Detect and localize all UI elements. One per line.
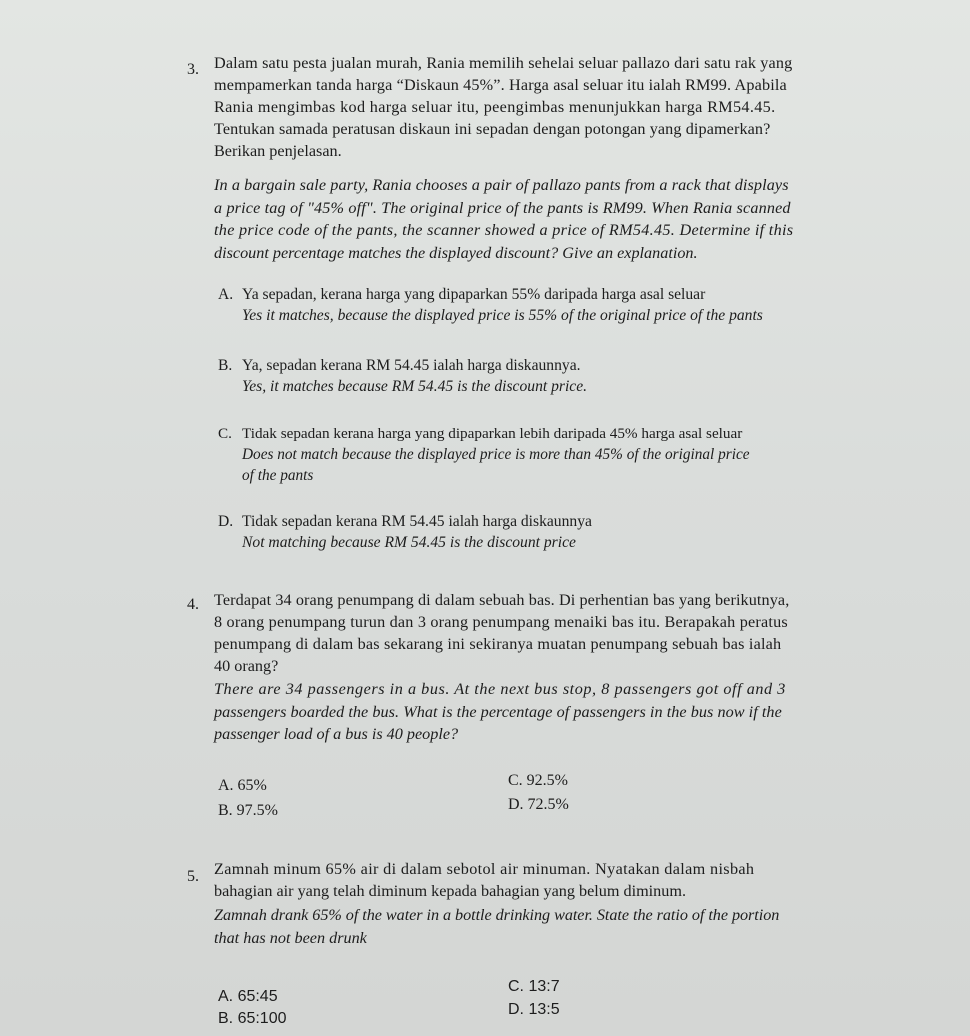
q3-option-d-letter: D. [218,513,234,530]
q4-choice-a[interactable]: A. 65% [218,777,267,794]
q3-option-a-english: Yes it matches, because the displayed price is 55% of the original price of the pants [242,307,763,324]
q5-choice-b[interactable]: B. 65:100 [218,1010,287,1027]
q5-malay-line-1: Zamnah minum 65% air di dalam sebotol air minuman. Nyatakan dalam nisbah [214,860,755,878]
q4-malay-line-1: Terdapat 34 orang penumpang di dalam sebuah bas. Di perhentian bas yang berikutnya, [214,591,790,609]
q4-malay-line-3: penumpang di dalam bas sekarang ini sekiranya muatan penumpang sebuah bas ialah [214,635,782,653]
q3-malay-line-3: Rania mengimbas kod harga seluar itu, peengimbas menunjukkan harga RM54.45. [214,98,776,116]
question-4-english [214,678,874,746]
q3-option-b-english: Yes, it matches because RM 54.45 is the discount price. [242,378,588,395]
q4-english-line-2: passengers boarded the bus. What is the percentage of passengers in the bus now if the [214,702,782,721]
q3-option-d[interactable] [218,511,878,553]
q3-option-b[interactable] [218,355,878,397]
question-3-number: 3. [187,61,199,78]
q5-malay-line-2: bahagian air yang telah diminum kepada bahagian yang belum diminum. [214,882,686,900]
question-4-stem [214,589,874,677]
q3-option-c-letter: C. [218,425,232,442]
q3-malay-line-5: Berikan penjelasan. [214,142,342,160]
q3-english-line-4: discount percentage matches the displayed discount? Give an explanation. [214,243,698,262]
q3-malay-line-1: Dalam satu pesta jualan murah, Rania memilih sehelai seluar pallazo dari satu rak yang [214,54,793,72]
q3-option-d-malay: Tidak sepadan kerana RM 54.45 ialah harga diskaunnya [242,513,592,530]
q4-choice-b[interactable]: B. 97.5% [218,802,278,819]
question-5-number: 5. [187,868,199,885]
q3-option-a[interactable] [218,284,878,326]
question-3-english [214,174,874,264]
q3-option-b-malay: Ya, sepadan kerana RM 54.45 ialah harga diskaunnya. [242,357,581,374]
q3-malay-line-4: Tentukan samada peratusan diskaun ini sepadan dengan potongan yang dipamerkan? [214,120,771,138]
q4-malay-line-2: 8 orang penumpang turun dan 3 orang penumpang menaiki bas itu. Berapakah peratus [214,613,788,631]
q5-choice-d[interactable]: D. 13:5 [508,1001,560,1018]
q3-option-b-letter: B. [218,357,233,374]
q3-english-line-1: In a bargain sale party, Rania chooses a pair of pallazo pants from a rack that displays [214,176,789,194]
q5-choice-a[interactable]: A. 65:45 [218,988,278,1005]
question-3-stem [214,52,874,162]
question-4-number: 4. [187,596,199,613]
q3-option-d-english: Not matching because RM 54.45 is the discount price [242,534,576,551]
q3-malay-line-2: mempamerkan tanda harga “Diskaun 45%”. Harga asal seluar itu ialah RM99. Apabila [214,76,787,94]
q3-option-a-malay: Ya sepadan, kerana harga yang dipaparkan 55% daripada harga asal seluar [242,286,706,303]
q3-option-c-english-2: of the pants [242,467,314,484]
q3-english-line-2: a price tag of "45% off". The original price of the pants is RM99. When Rania scanned [214,198,791,217]
q4-english-line-1: There are 34 passengers in a bus. At the next bus stop, 8 passengers got off and 3 [214,680,786,698]
q5-choice-c[interactable]: C. 13:7 [508,978,560,995]
question-5-stem [214,858,874,902]
q3-option-a-letter: A. [218,286,234,303]
q4-english-line-3: passenger load of a bus is 40 people? [214,725,459,743]
q3-option-c-english-1: Does not match because the displayed price is more than 45% of the original price [242,446,750,463]
q3-english-line-3: the price code of the pants, the scanner showed a price of RM54.45. Determine if this [214,221,794,239]
q3-option-c-malay: Tidak sepadan kerana harga yang dipaparkan lebih daripada 45% harga asal seluar [242,425,743,442]
q4-choice-d[interactable]: D. 72.5% [508,796,569,813]
question-5-english [214,904,884,949]
q3-option-c[interactable] [218,423,918,486]
q5-english-line-1: Zamnah drank 65% of the water in a bottle drinking water. State the ratio of the portion [214,906,780,924]
q4-choice-c[interactable]: C. 92.5% [508,772,568,789]
q5-english-line-2: that has not been drunk [214,928,367,947]
q4-malay-line-4: 40 orang? [214,657,279,675]
